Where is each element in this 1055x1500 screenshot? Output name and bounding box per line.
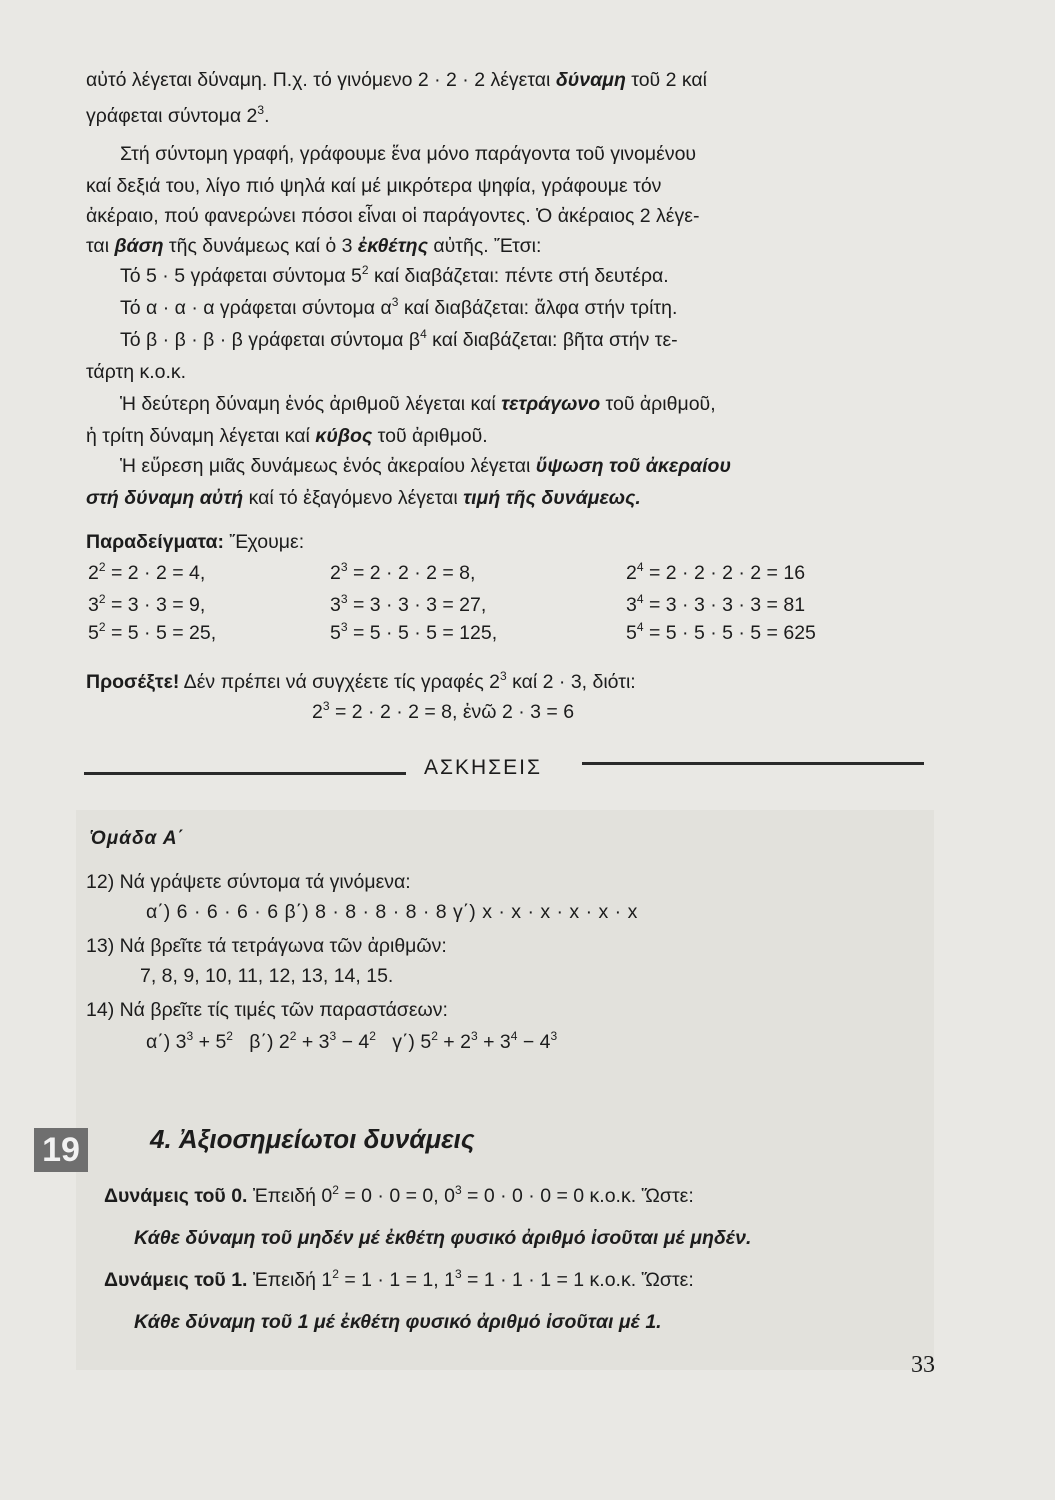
term-vasi: βάση — [114, 235, 164, 257]
text: Ἐπειδή 1 — [247, 1269, 333, 1291]
text: καί διαβάζεται: πέντε στή δευτέρα. — [368, 265, 669, 287]
text-line: τάρτη κ.ο.κ. — [86, 361, 187, 383]
exponent: 3 — [322, 699, 330, 713]
rule-right — [582, 762, 924, 765]
example-equation — [626, 562, 805, 585]
text: = 1 · 1 = 1, 1 — [338, 1269, 455, 1291]
exponent: 3 — [186, 1029, 194, 1043]
group-label: Ὁμάδα Α΄ — [90, 828, 185, 849]
term-kyvos: κύβος — [315, 425, 373, 447]
text: = 1 · 1 · 1 = 1 κ.ο.κ. Ὥστε: — [461, 1269, 694, 1291]
base: 5 — [626, 622, 637, 644]
example-equation — [626, 622, 816, 645]
exercise-12: 12) Νά γράψετε σύντομα τά γινόμενα: — [86, 871, 411, 893]
result: = 5 · 5 = 25, — [105, 622, 217, 644]
text: + 5 — [193, 1031, 227, 1053]
result: = 3 · 3 · 3 · 3 = 81 — [643, 594, 806, 616]
result: = 5 · 5 · 5 = 125, — [347, 622, 498, 644]
term-tetragono: τετράγωνο — [501, 393, 601, 415]
exponent: 2 — [332, 1183, 339, 1197]
exponent: 3 — [500, 669, 507, 683]
rule-left — [84, 772, 406, 775]
exponent: 2 — [369, 1029, 376, 1043]
text: καί διαβάζεται: ἄλφα στήν τρίτη. — [398, 297, 678, 319]
exercise-14-items — [146, 1028, 557, 1056]
exercises-title: ΑΣΚΗΣΕΙΣ — [424, 756, 542, 779]
example-equation — [626, 594, 805, 617]
text-line — [120, 262, 669, 290]
text: + 3 — [477, 1031, 511, 1053]
exponent: 4 — [420, 327, 427, 341]
text-line — [120, 294, 677, 322]
base: 5 — [330, 622, 341, 644]
result: = 5 · 5 · 5 · 5 = 625 — [643, 622, 816, 644]
base: 2 — [626, 562, 637, 584]
exponent: 2 — [289, 1029, 297, 1043]
text: Τό α · α · α γράφεται σύντομα α — [120, 297, 392, 319]
text: τῆς δυνάμεως καί ὁ 3 — [163, 235, 358, 257]
text: γράφεται σύντομα 2 — [86, 105, 258, 127]
base: 5 — [88, 622, 99, 644]
zero-label: Δυνάμεις τοῦ 0. — [104, 1185, 248, 1207]
exponent: 2 — [431, 1029, 438, 1043]
text-line — [120, 452, 731, 480]
text: Τό 5 · 5 γράφεται σύντομα 5 — [120, 265, 362, 287]
text-line: Στή σύντομη γραφή, γράφουμε ἕνα μόνο παράγοντα τοῦ γινομένου — [120, 143, 697, 165]
text: α΄) 3 — [146, 1031, 187, 1053]
text: ται — [86, 235, 115, 257]
text-line — [120, 390, 716, 418]
text: Ἡ δεύτερη δύναμη ἑνός ἀριθμοῦ λέγεται καί — [120, 393, 502, 415]
text: + 2 — [437, 1031, 471, 1053]
text: = 0 · 0 = 0, 0 — [338, 1185, 455, 1207]
exponent: 3 — [257, 103, 265, 117]
text: . — [264, 105, 270, 127]
example-equation — [88, 562, 205, 585]
base: 3 — [330, 594, 341, 616]
example-equation — [88, 622, 216, 645]
text-line — [120, 326, 678, 354]
exponent: 3 — [329, 1029, 337, 1043]
text: = 0 · 0 · 0 = 0 κ.ο.κ. Ὥστε: — [461, 1185, 694, 1207]
exercise-12-items: α΄) 6 · 6 · 6 · 6 β΄) 8 · 8 · 8 · 8 · 8 γ΄) x · x · x · x · x · x — [146, 901, 638, 923]
text: τοῦ ἀριθμοῦ. — [372, 425, 488, 447]
zero-rule: Κάθε δύναμη τοῦ μηδέν μέ ἐκθέτη φυσικό ἀριθμό ἰσοῦται μέ μηδέν. — [134, 1227, 752, 1249]
text: Ἡ εὕρεση μιᾶς δυνάμεως ἑνός ἀκεραίου λέγεται — [120, 455, 536, 477]
term-dynami: δύναμη — [555, 69, 626, 91]
base: 3 — [88, 594, 99, 616]
text: − 4 — [517, 1031, 551, 1053]
example-equation — [330, 594, 486, 617]
text: β΄) 2 — [232, 1031, 290, 1053]
base: 3 — [626, 594, 637, 616]
result: = 3 · 3 = 9, — [105, 594, 206, 616]
exponent: 2 — [98, 592, 106, 606]
text: καί τό ἐξαγόμενο λέγεται — [243, 487, 464, 509]
exponent: 3 — [391, 295, 399, 309]
examples-label: Παραδείγματα: — [86, 531, 225, 553]
exponent: 3 — [470, 1029, 478, 1043]
one-powers-line — [104, 1266, 694, 1294]
text: τοῦ ἀριθμοῦ, — [600, 393, 716, 415]
text-line — [86, 232, 541, 260]
term-ypsosi: ὕψωση τοῦ ἀκεραίου — [535, 455, 731, 477]
one-rule: Κάθε δύναμη τοῦ 1 μέ ἐκθέτη φυσικό ἀριθμό ἰσοῦται μέ 1. — [134, 1311, 662, 1333]
text-line: ἀκέραιο, πού φανερώνει πόσοι εἶναι οἱ παράγοντες. Ὁ ἀκέραιος 2 λέγε- — [86, 205, 700, 227]
exponent: 3 — [340, 620, 348, 634]
text: = 2 · 2 · 2 = 8, ἐνῶ 2 · 3 = 6 — [329, 701, 575, 723]
exercise-13-items: 7, 8, 9, 10, 11, 12, 13, 14, 15. — [140, 965, 394, 987]
exponent: 2 — [332, 1267, 339, 1281]
text: τοῦ 2 καί — [625, 69, 708, 91]
exponent: 3 — [340, 560, 348, 574]
exponent: 4 — [510, 1029, 518, 1043]
text: Ἐπειδή 0 — [247, 1185, 333, 1207]
text: καί διαβάζεται: βῆτα στήν τε- — [426, 329, 678, 351]
exponent: 3 — [454, 1267, 462, 1281]
result: = 2 · 2 · 2 = 8, — [347, 562, 476, 584]
page-number: 33 — [911, 1352, 935, 1378]
base: 2 — [330, 562, 341, 584]
term-timi: τιμή τῆς δυνάμεως. — [463, 487, 641, 509]
text: αὐτό λέγεται δύναμη. Π.χ. τό γινόμενο 2 · 2 · 2 λέγεται — [86, 69, 556, 91]
text: ἡ τρίτη δύναμη λέγεται καί — [86, 425, 316, 447]
text-line — [86, 422, 488, 450]
attention-line — [86, 668, 636, 696]
example-equation — [330, 562, 475, 585]
text: 2 — [312, 701, 323, 723]
text-line — [86, 66, 707, 94]
exponent: 4 — [636, 620, 644, 634]
text: Τό β · β · β · β γράφεται σύντομα β — [120, 329, 421, 351]
result: = 2 · 2 = 4, — [105, 562, 206, 584]
text: − 4 — [336, 1031, 370, 1053]
text: Ἔχουμε: — [224, 531, 305, 553]
result: = 2 · 2 · 2 · 2 = 16 — [643, 562, 806, 584]
text: αὐτῆς. Ἔτσι: — [427, 235, 542, 257]
text-line: καί δεξιά του, λίγο πιό ψηλά καί μέ μικρότερα ψηφία, γράφουμε τόν — [86, 175, 662, 197]
text-line — [86, 102, 270, 130]
text: + 3 — [296, 1031, 330, 1053]
exponent: 2 — [98, 620, 106, 634]
attention-formula — [312, 698, 574, 726]
example-equation — [88, 594, 205, 617]
exponent: 3 — [340, 592, 348, 606]
exercise-14: 14) Νά βρεῖτε τίς τιμές τῶν παραστάσεων: — [86, 999, 448, 1021]
text: Δέν πρέπει νά συγχέετε τίς γραφές 2 — [179, 671, 500, 693]
base: 2 — [88, 562, 99, 584]
exponent: 3 — [550, 1029, 558, 1043]
zero-powers-line — [104, 1182, 694, 1210]
exponent: 3 — [454, 1183, 462, 1197]
example-equation — [330, 622, 497, 645]
term-ypsosi-cont: στή δύναμη αὐτή — [86, 487, 244, 509]
term-ektheths: ἐκθέτης — [357, 235, 428, 257]
exponent: 2 — [361, 263, 369, 277]
exponent: 2 — [226, 1029, 233, 1043]
exercise-13: 13) Νά βρεῖτε τά τετράγωνα τῶν ἀριθμῶν: — [86, 935, 447, 957]
attention-label: Προσέξτε! — [86, 671, 180, 693]
section-title: 4. Ἀξιοσημείωτοι δυνάμεις — [150, 1124, 475, 1154]
result: = 3 · 3 · 3 = 27, — [347, 594, 487, 616]
section-badge: 19 — [34, 1128, 88, 1172]
exponent: 4 — [636, 592, 644, 606]
text: γ΄) 5 — [375, 1031, 432, 1053]
text-line — [86, 484, 641, 512]
one-label: Δυνάμεις τοῦ 1. — [104, 1269, 248, 1291]
exponent: 2 — [98, 560, 106, 574]
exponent: 4 — [636, 560, 644, 574]
text: καί 2 · 3, διότι: — [506, 671, 636, 693]
examples-heading — [86, 528, 304, 556]
